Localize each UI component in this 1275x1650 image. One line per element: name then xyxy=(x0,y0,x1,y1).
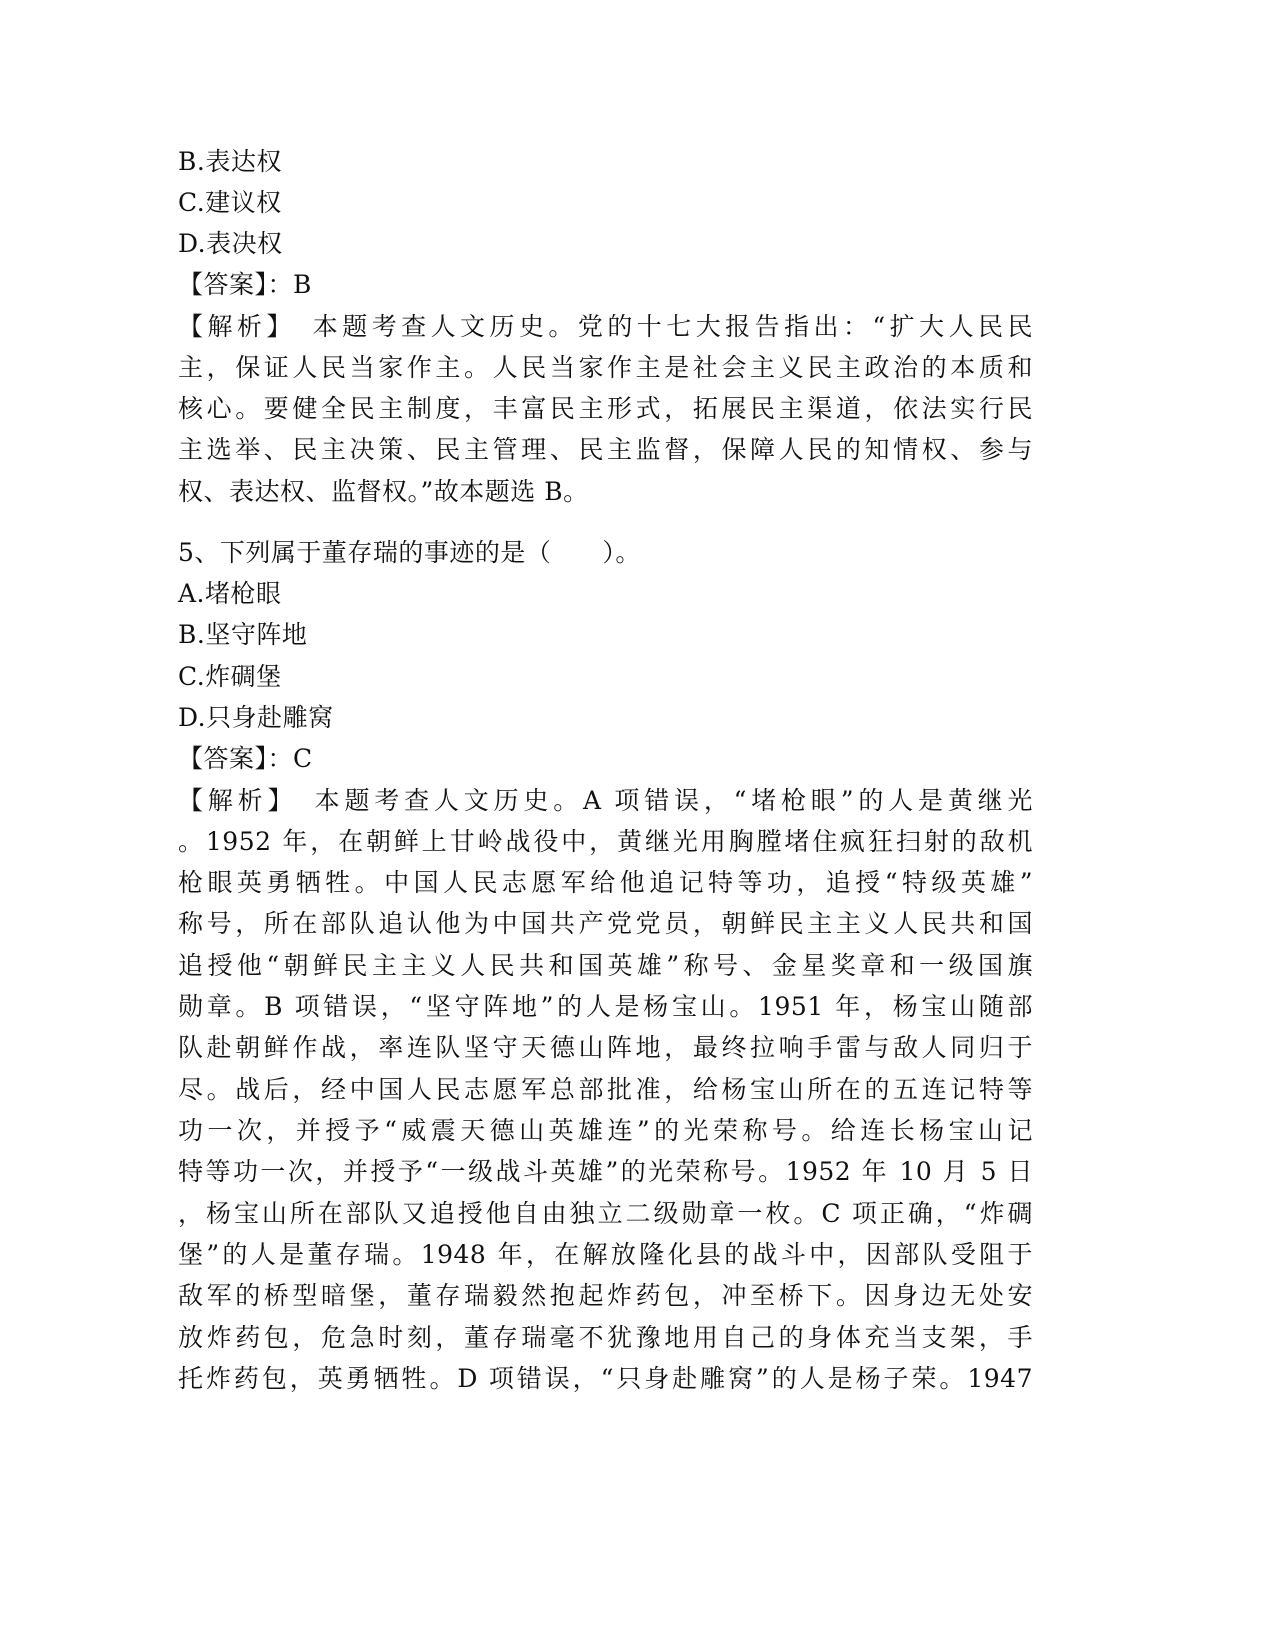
q4-answer: 【答案】：B xyxy=(178,270,312,299)
q4-option-b: B.表达权 xyxy=(178,147,282,176)
q5-analysis-line: 称号，所在部队追认他为中国共产党党员，朝鲜民主主义人民共和国 xyxy=(178,909,1033,938)
q5-answer: 【答案】：C xyxy=(178,744,313,773)
q5-analysis-line: 勋章。B 项错误，“坚守阵地”的人是杨宝山。1951 年，杨宝山随部 xyxy=(178,992,1033,1021)
q4-option-d: D.表决权 xyxy=(178,229,283,258)
q4-analysis-line: 核心。要健全民主制度，丰富民主形式，拓展民主渠道，依法实行民 xyxy=(178,394,1033,423)
q5-analysis-line: 【解析】 本题考查人文历史。A 项错误，“堵枪眼”的人是黄继光 xyxy=(178,786,1033,815)
q5-option-d: D.只身赴雕窝 xyxy=(178,703,334,732)
q4-analysis-line: 主，保证人民当家作主。人民当家作主是社会主义民主政治的本质和 xyxy=(178,353,1033,382)
q5-analysis-line: 敌军的桥型暗堡，董存瑞毅然抱起炸药包，冲至桥下。因身边无处安 xyxy=(178,1281,1033,1310)
q5-analysis-line: 。1952 年，在朝鲜上甘岭战役中，黄继光用胸膛堵住疯狂扫射的敌机 xyxy=(178,827,1033,856)
q5-question: 5、下列属于董存瑞的事迹的是（ ）。 xyxy=(178,538,641,567)
q5-option-c: C.炸碉堡 xyxy=(178,662,282,691)
q5-option-b: B.坚守阵地 xyxy=(178,620,308,649)
q4-analysis-line: 【解析】 本题考查人文历史。党的十七大报告指出：“扩大人民民 xyxy=(178,312,1033,341)
q5-analysis-line: 追授他“朝鲜民主主义人民共和国英雄”称号、金星奖章和一级国旗 xyxy=(178,951,1033,980)
q5-analysis-line: 尽。战后，经中国人民志愿军总部批准，给杨宝山所在的五连记特等 xyxy=(178,1075,1033,1104)
q5-analysis-line: 队赴朝鲜作战，率连队坚守天德山阵地，最终拉响手雷与敌人同归于 xyxy=(178,1033,1033,1062)
q5-analysis-line: 特等功一次，并授予“一级战斗英雄”的光荣称号。1952 年 10 月 5 日 xyxy=(178,1157,1033,1186)
q5-analysis-line: 托炸药包，英勇牺牲。D 项错误，“只身赴雕窝”的人是杨子荣。1947 xyxy=(178,1364,1033,1393)
q4-option-c: C.建议权 xyxy=(178,188,282,217)
q5-analysis-line: 功一次，并授予“威震天德山英雄连”的光荣称号。给连长杨宝山记 xyxy=(178,1116,1033,1145)
q4-analysis-line: 权、表达权、监督权。”故本题选 B。 xyxy=(178,477,589,506)
q5-analysis-line: 放炸药包，危急时刻，董存瑞毫不犹豫地用自己的身体充当支架，手 xyxy=(178,1323,1033,1352)
q5-analysis-line: ，杨宝山所在部队又追授他自由独立二级勋章一枚。C 项正确，“炸碉 xyxy=(178,1199,1033,1228)
q5-option-a: A.堵枪眼 xyxy=(178,579,282,608)
q5-analysis-line: 枪眼英勇牺牲。中国人民志愿军给他追记特等功，追授“特级英雄” xyxy=(178,868,1033,897)
q5-analysis-line: 堡”的人是董存瑞。1948 年，在解放隆化县的战斗中，因部队受阻于 xyxy=(178,1240,1033,1269)
q4-analysis-line: 主选举、民主决策、民主管理、民主监督，保障人民的知情权、参与 xyxy=(178,435,1033,464)
